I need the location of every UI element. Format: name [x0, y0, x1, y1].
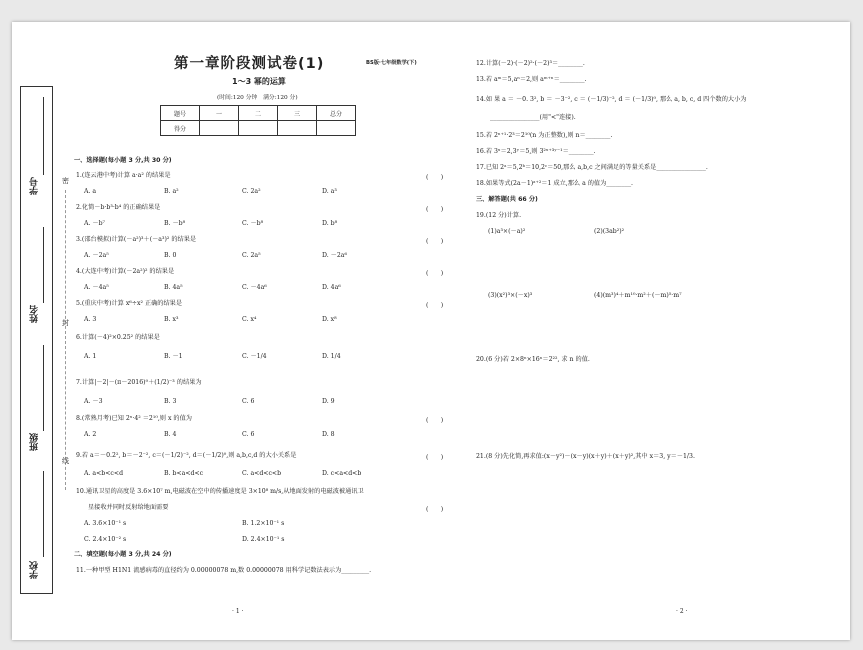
- question-stem: 2.化简－b·b³·b⁴ 的正确结果是: [76, 204, 161, 211]
- question-stem: 21.(8 分)先化简,再求值:(x－y²)－(x－y)(x＋y)＋(x＋y)²,其中 x＝3, y＝－1/3.: [476, 453, 695, 460]
- school-field[interactable]: [21, 467, 52, 589]
- score-cell[interactable]: [200, 121, 239, 136]
- score-header-cell: 一: [200, 106, 239, 121]
- answer-paren[interactable]: ( ): [426, 270, 444, 277]
- seal-mark: 密: [62, 177, 69, 185]
- option-d: D. a³: [322, 188, 337, 195]
- subquestion: (1)a³×(－a)²: [488, 228, 526, 235]
- binding-strip: [20, 86, 53, 594]
- question-stem: 20.(6 分)若 2×8ⁿ×16ⁿ＝2²², 求 n 的值.: [476, 356, 590, 363]
- score-header-cell: 总分: [317, 106, 356, 121]
- score-cell[interactable]: [317, 121, 356, 136]
- option-c: C. 2.4×10⁻² s: [84, 536, 127, 543]
- student-id-label: 学号: [30, 177, 40, 195]
- score-cell[interactable]: [278, 121, 317, 136]
- score-header-cell: 二: [239, 106, 278, 121]
- answer-paren[interactable]: ( ): [426, 506, 444, 513]
- student-id-underline: [43, 97, 44, 175]
- option-c: C. －1/4: [242, 353, 267, 360]
- option-b: B. 4a⁵: [164, 284, 183, 291]
- option-d: D. －2a⁶: [322, 252, 347, 259]
- score-cell[interactable]: [239, 121, 278, 136]
- option-a: A. 1: [84, 353, 97, 360]
- score-table-header: [161, 106, 356, 121]
- option-a: A. 3.6×10⁻¹ s: [84, 520, 127, 527]
- question-stem-cont: 星接收并同时反射给地面需要: [88, 504, 169, 511]
- option-a: A. a<b<c<d: [84, 470, 124, 477]
- option-b: B. a²: [164, 188, 179, 195]
- option-c: C. 6: [242, 398, 255, 405]
- option-b: B. 4: [164, 431, 177, 438]
- name-field[interactable]: [21, 223, 52, 333]
- answer-paren[interactable]: ( ): [426, 454, 444, 461]
- answer-paren[interactable]: ( ): [426, 174, 444, 181]
- option-b: B. 1.2×10⁻¹ s: [242, 520, 285, 527]
- score-row-label: 得分: [161, 121, 200, 136]
- exam-sheet: [12, 22, 850, 640]
- school-label: 学校: [30, 561, 40, 579]
- page-number: · 1 ·: [232, 608, 244, 615]
- option-a: A. －4a⁵: [84, 284, 109, 291]
- question-stem: 12.计算(－2)·(－2)²·(－2)³＝________.: [476, 60, 585, 67]
- exam-subtitle: 1～3 幂的运算: [232, 77, 286, 86]
- option-b: B. 0: [164, 252, 177, 259]
- answer-paren[interactable]: ( ): [426, 417, 444, 424]
- option-c: C. －4a⁶: [242, 284, 267, 291]
- seal-mark: 线: [62, 457, 69, 465]
- option-c: C. 2a²: [242, 188, 261, 195]
- question-stem: 7.计算|－2|－(π－2016)⁰＋(1/2)⁻³ 的结果为: [76, 379, 202, 386]
- question-stem: 18.如果等式(2a－1)ᵃ⁺²＝1 成立,那么 a 的值为________.: [476, 180, 634, 187]
- question-stem: 17.已知 2ᵃ＝5,2ᵇ＝10,2ᶜ＝50,那么 a,b,c 之间满足的等量关系是________________.: [476, 164, 708, 171]
- answer-paren[interactable]: ( ): [426, 302, 444, 309]
- option-a: A. －2a⁵: [84, 252, 109, 259]
- option-d: D. 2.4×10⁻¹ s: [242, 536, 285, 543]
- page-number: · 2 ·: [676, 608, 688, 615]
- subquestion: (2)(3ab²)²: [594, 228, 625, 235]
- option-a: A. －b⁷: [84, 220, 106, 227]
- score-header-cell: 三: [278, 106, 317, 121]
- question-stem: 6.计算(－4)²×0.25² 的结果是: [76, 334, 160, 341]
- question-stem: 10.通讯卫星的高度是 3.6×10⁷ m,电磁波在空中的传播速度是 3×10⁸ m/s,从地面发射的电磁波被通讯卫: [76, 488, 364, 495]
- option-d: D. 1/4: [322, 353, 341, 360]
- score-header-cell: 题号: [161, 106, 200, 121]
- name-underline: [43, 227, 44, 303]
- option-b: B. 3: [164, 398, 177, 405]
- option-b: B. b<a<d<c: [164, 470, 204, 477]
- option-c: C. a<d<c<b: [242, 470, 282, 477]
- option-a: A. 3: [84, 316, 97, 323]
- option-c: C. －b⁸: [242, 220, 264, 227]
- class-field[interactable]: [21, 341, 52, 461]
- school-underline: [43, 471, 44, 557]
- answer-paren[interactable]: ( ): [426, 206, 444, 213]
- option-b: B. －1: [164, 353, 183, 360]
- question-stem: 13.若 aᵐ＝5,aⁿ＝2,则 aᵐ⁺ⁿ＝________.: [476, 76, 587, 83]
- cut-line: [65, 190, 66, 490]
- option-b: B. －b⁸: [164, 220, 186, 227]
- option-d: D. b⁸: [322, 220, 338, 227]
- score-table-row: [161, 121, 356, 136]
- student-id-field[interactable]: [21, 93, 52, 203]
- section-heading: 一、选择题(每小题 3 分,共 30 分): [74, 157, 172, 164]
- option-c: C. 2a⁵: [242, 252, 261, 259]
- option-c: C. 6: [242, 431, 255, 438]
- name-label: 姓名: [30, 305, 40, 323]
- question-stem: 11.一种甲型 H1N1 流感病毒的直径约为 0.00000078 m,数 0.00000078 用科学记数法表示为_________.: [76, 567, 372, 574]
- question-stem: 5.(重庆中考)计算 x⁶÷x² 正确的结果是: [76, 300, 183, 307]
- question-stem: 1.(连云港中考)计算 a·a² 的结果是: [76, 172, 171, 179]
- question-stem: 9.若 a＝－0.2², b＝－2⁻², c＝(－1/2)⁻², d＝(－1/2)⁰,则 a,b,c,d 的大小关系是: [76, 452, 297, 459]
- option-b: B. x³: [164, 316, 179, 323]
- option-d: D. 4a⁶: [322, 284, 341, 291]
- edition-label: BS版·七年级数学(下): [366, 60, 417, 66]
- question-stem: 14.如 果 a ＝ －0. 3², b ＝ －3⁻², c ＝ (－1/3)⁻², d ＝ (－1/3)⁰, 那么 a, b, c, d 四个数的大小为: [476, 96, 747, 103]
- option-a: A. －3: [84, 398, 103, 405]
- option-d: D. x⁸: [322, 316, 337, 323]
- section-heading: 三、解答题(共 66 分): [476, 196, 538, 203]
- class-underline: [43, 345, 44, 431]
- question-stem: 4.(大连中考)计算(－2a²)² 的结果是: [76, 268, 175, 275]
- class-label: 班级: [30, 433, 40, 451]
- option-a: A. 2: [84, 431, 97, 438]
- question-stem-cont: ________________(用"<"连接).: [490, 114, 576, 121]
- subquestion: (3)(x²)³×(－x)³: [488, 292, 533, 299]
- exam-title: 第一章阶段测试卷(1): [174, 56, 325, 72]
- option-d: D. c<a<d<b: [322, 470, 362, 477]
- answer-paren[interactable]: ( ): [426, 238, 444, 245]
- question-stem: 19.(12 分)计算.: [476, 212, 522, 219]
- option-c: C. x⁴: [242, 316, 257, 323]
- option-a: A. a: [84, 188, 97, 195]
- seal-mark: 封: [62, 319, 69, 327]
- option-d: D. 8: [322, 431, 335, 438]
- question-stem: 16.若 3ˣ＝2,3ʸ＝5,则 3²ˣ⁺³ʸ⁻¹＝________.: [476, 148, 596, 155]
- option-d: D. 9: [322, 398, 335, 405]
- question-stem: 3.(邵台模拟)计算(－a²)³＋(－a³)² 的结果是: [76, 236, 197, 243]
- subquestion: (4)(m³)⁴＋m¹⁰·m²＋(－m)⁵·m⁷: [594, 292, 682, 299]
- question-stem: 8.(常熟月考)已知 2ˣ·4² ＝2¹⁰,则 x 的值为: [76, 415, 192, 422]
- section-heading: 二、填空题(每小题 3 分,共 24 分): [74, 551, 172, 558]
- exam-meta: (时间:120 分钟 满分:120 分): [217, 95, 298, 101]
- score-table: [160, 105, 356, 136]
- question-stem: 15.若 2ⁿ⁺¹·2³＝2¹⁰(n 为正整数),则 n＝________.: [476, 132, 613, 139]
